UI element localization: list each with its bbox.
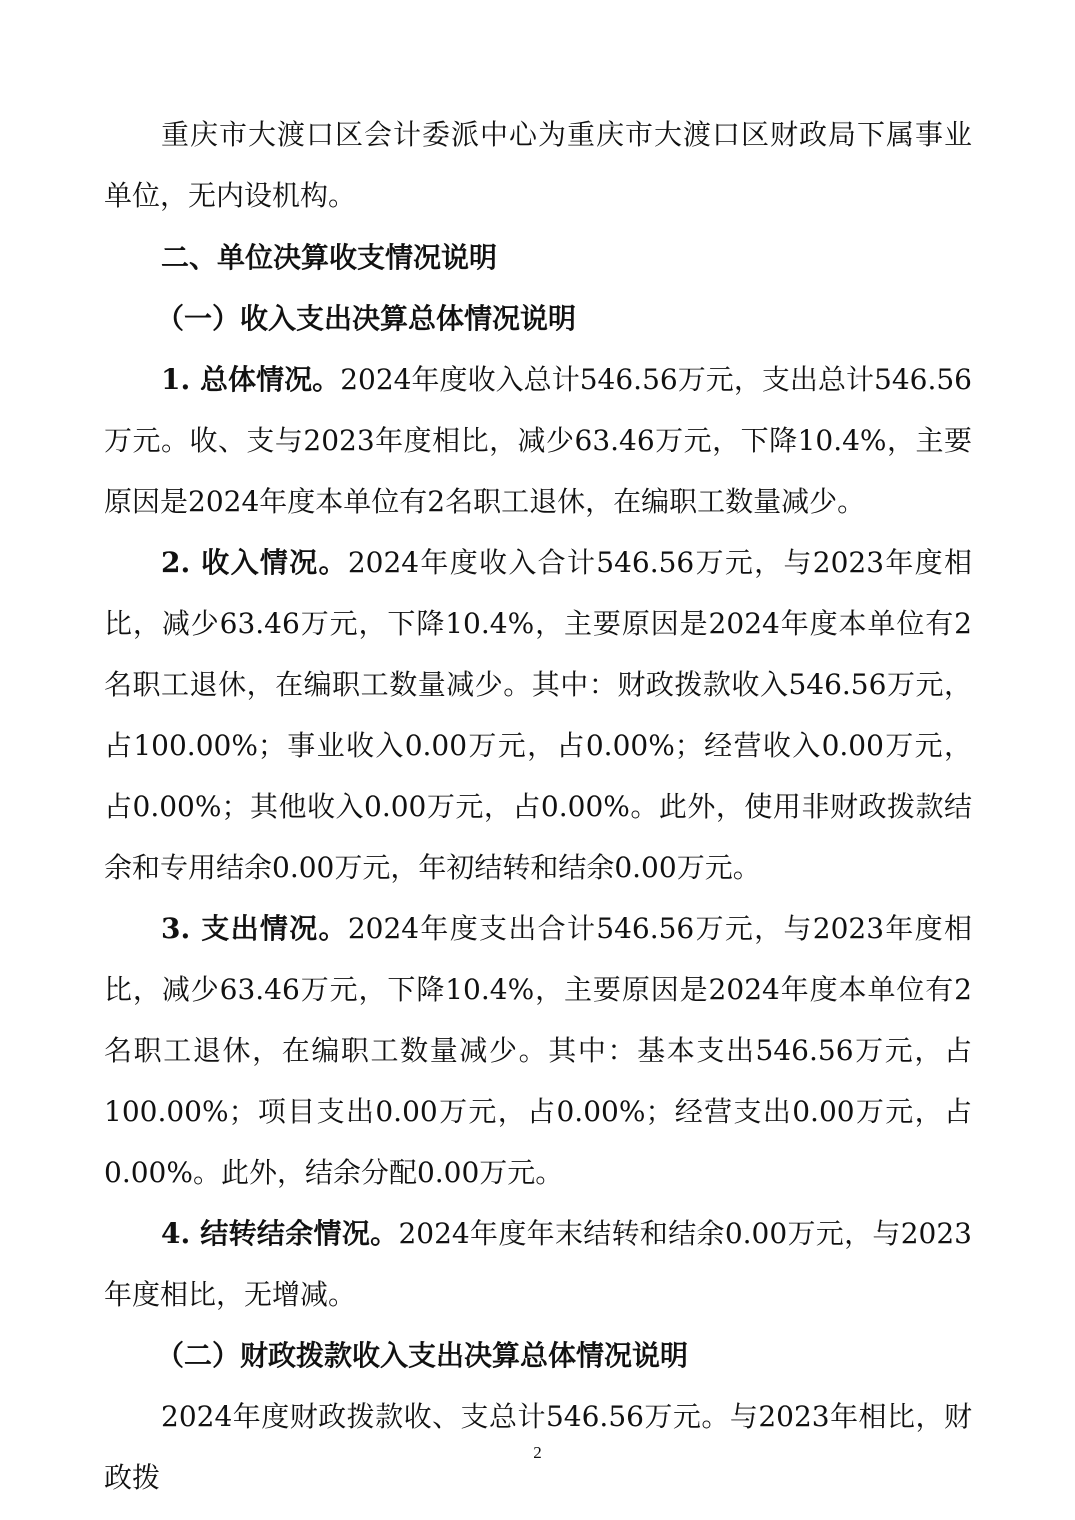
subsection-heading-1 xyxy=(104,288,972,349)
item-4-lead: 4. 结转结余情况。 xyxy=(161,1217,399,1250)
item-1-lead: 1. 总体情况。 xyxy=(161,363,341,396)
document-body xyxy=(104,104,972,1508)
subsection-heading-2-text: （二）财政拨款收入支出决算总体情况说明 xyxy=(156,1339,689,1372)
subsection-heading-1-text: （一）收入支出决算总体情况说明 xyxy=(156,302,577,335)
item-3-lead: 3. 支出情况。 xyxy=(161,912,348,945)
item-4-paragraph xyxy=(104,1203,972,1325)
item-1-paragraph xyxy=(104,349,972,532)
subsection-heading-2 xyxy=(104,1325,972,1386)
section-heading xyxy=(104,227,972,288)
section-heading-text: 二、单位决算收支情况说明 xyxy=(161,241,498,274)
item-2-paragraph xyxy=(104,532,972,898)
item-1-text: 2024年度收入总计546.56万元，支出总计546.56万元。收、支与2023年度相比，减少63.46万元，下降10.4%，主要原因是2024年度本单位有2名职工退休，在编职工数量减少。 xyxy=(104,363,972,518)
item-2-text: 2024年度收入合计546.56万元，与2023年度相比，减少63.46万元，下降10.4%，主要原因是2024年度本单位有2名职工退休，在编职工数量减少。其中：财政拨款收入546.56万元，占100.00%；事业收入0.00万元，占0.00%；经营收入0.00万元，占0.00%；其他收入0.00万元，占0.00%。此外，使用非财政拨款结余和专用结余0.00万元，年初结转和结余0.00万元。 xyxy=(104,546,972,884)
item-4-text: 2024年度年末结转和结余0.00万元，与2023年度相比，无增减。 xyxy=(104,1217,972,1311)
item-3-paragraph xyxy=(104,898,972,1203)
item-2-lead: 2. 收入情况。 xyxy=(161,546,348,579)
page-number: 2 xyxy=(533,1443,542,1462)
item-3-text: 2024年度支出合计546.56万元，与2023年度相比，减少63.46万元，下降10.4%，主要原因是2024年度本单位有2名职工退休，在编职工数量减少。其中：基本支出546.56万元，占100.00%；项目支出0.00万元，占0.00%；经营支出0.00万元，占0.00%。此外，结余分配0.00万元。 xyxy=(104,912,972,1189)
intro-paragraph xyxy=(104,104,972,226)
intro-text: 重庆市大渡口区会计委派中心为重庆市大渡口区财政局下属事业单位，无内设机构。 xyxy=(104,118,972,212)
final-text: 2024年度财政拨款收、支总计546.56万元。与2023年相比，财政拨 xyxy=(104,1400,972,1494)
